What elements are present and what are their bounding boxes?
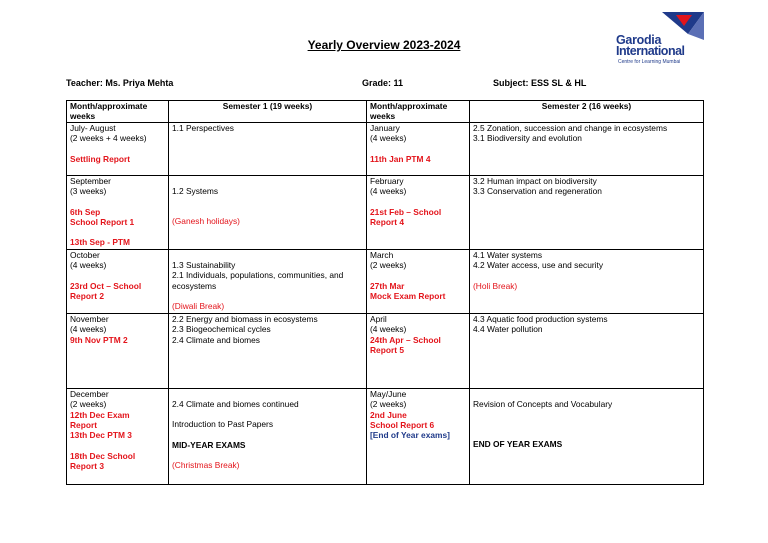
column-header-month-2: Month/approximate weeks <box>367 101 470 123</box>
month-name: July- August <box>70 122 116 133</box>
month-cell <box>367 313 470 388</box>
topic-item: 1.1 Perspectives <box>172 122 234 133</box>
event-note: 11th Jan PTM 4 <box>370 153 431 164</box>
topic-item: Introduction to Past Papers <box>172 419 274 430</box>
column-header-month-1: Month/approximate weeks <box>67 101 169 123</box>
topic-item: 4.4 Water pollution <box>473 324 543 335</box>
table-row <box>67 388 704 484</box>
month-name: November <box>70 313 109 324</box>
topic-item: 2.4 Climate and biomes continued <box>172 398 299 409</box>
event-note: 12th Dec Exam <box>70 409 130 420</box>
month-weeks: (4 weeks) <box>70 260 107 271</box>
topic-cell <box>470 249 704 313</box>
month-name: January <box>370 122 400 133</box>
table-header-row <box>67 101 704 123</box>
yearly-overview-table <box>66 100 704 485</box>
month-weeks: (3 weeks) <box>70 186 107 197</box>
month-weeks: (4 weeks) <box>370 324 407 335</box>
topic-cell <box>470 313 704 388</box>
month-cell <box>367 249 470 313</box>
month-cell <box>67 249 169 313</box>
topic-cell <box>470 122 704 175</box>
table-row <box>67 122 704 175</box>
month-name: March <box>370 249 394 260</box>
page-title: Yearly Overview 2023-2024 <box>307 38 461 52</box>
topic-item: 3.2 Human impact on biodiversity <box>473 175 597 186</box>
holiday-note: (Ganesh holidays) <box>172 216 240 227</box>
month-cell <box>367 122 470 175</box>
column-header-semester-2: Semester 2 (16 weeks) <box>470 101 704 123</box>
event-note: 13th Sep - PTM <box>70 237 131 248</box>
month-name: April <box>370 313 387 324</box>
grade-label: Grade: 11 <box>362 78 404 88</box>
logo-text-line3: Centre for Learning Mumbai <box>618 59 681 65</box>
event-note: Report 2 <box>70 291 104 302</box>
month-weeks: (2 weeks) <box>70 399 107 410</box>
month-weeks: (4 weeks) <box>370 186 407 197</box>
month-weeks: (2 weeks) <box>370 260 407 271</box>
month-name: October <box>70 249 100 260</box>
event-note: Report 4 <box>370 217 404 228</box>
event-note: School Report 6 <box>370 420 435 431</box>
month-cell <box>367 388 470 484</box>
topic-cell <box>169 175 367 249</box>
topic-cell <box>169 313 367 388</box>
holiday-note: (Christmas Break) <box>172 460 240 471</box>
topic-item: 2.4 Climate and biomes <box>172 334 260 345</box>
month-weeks: (2 weeks) <box>370 399 407 410</box>
topic-item: 1.2 Systems <box>172 185 219 196</box>
topic-cell <box>169 388 367 484</box>
topic-item: 1.3 Sustainability <box>172 259 236 270</box>
topic-cell <box>169 122 367 175</box>
topic-item: Revision of Concepts and Vocabulary <box>473 398 613 409</box>
topic-item: 2.2 Energy and biomass in ecosystems <box>172 313 318 324</box>
month-weeks: (2 weeks + 4 weeks) <box>70 133 147 144</box>
event-note: Report 3 <box>70 461 104 472</box>
month-cell <box>67 313 169 388</box>
teacher-label: Teacher: Ms. Priya Mehta <box>66 78 174 88</box>
event-note: Mock Exam Report <box>370 291 446 302</box>
event-note: Report <box>70 420 97 431</box>
subject-label: Subject: ESS SL & HL <box>493 78 587 88</box>
month-name: February <box>370 175 404 186</box>
event-note: 24th Apr – School <box>370 334 441 345</box>
month-cell <box>67 122 169 175</box>
event-note: 27th Mar <box>370 280 405 291</box>
table-row <box>67 313 704 388</box>
month-cell <box>67 175 169 249</box>
school-logo <box>614 12 706 66</box>
event-note: Report 5 <box>370 345 404 356</box>
topic-item: 4.3 Aquatic food production systems <box>473 313 608 324</box>
exam-note: END OF YEAR EXAMS <box>473 439 563 450</box>
month-name: December <box>70 388 109 399</box>
event-note: 6th Sep <box>70 206 101 217</box>
exam-note: [End of Year exams] <box>370 430 450 441</box>
topic-item: 3.1 Biodiversity and evolution <box>473 133 582 144</box>
month-name: May/June <box>370 388 407 399</box>
event-note: School Report 1 <box>70 217 135 228</box>
topic-item: 4.2 Water access, use and security <box>473 260 604 271</box>
topic-item: 4.1 Water systems <box>473 249 543 260</box>
topic-item: 2.1 Individuals, populations, communities, and ecosystems <box>172 270 344 291</box>
event-note: 18th Dec School <box>70 450 136 461</box>
event-note: 21st Feb – School <box>370 206 442 217</box>
exam-note: MID-YEAR EXAMS <box>172 439 246 450</box>
topic-item: 2.5 Zonation, succession and change in ecosystems <box>473 122 668 133</box>
event-note: 2nd June <box>370 409 407 420</box>
event-note: Settling Report <box>70 153 131 164</box>
topic-cell <box>470 175 704 249</box>
month-weeks: (4 weeks) <box>370 133 407 144</box>
table-row <box>67 249 704 313</box>
logo-text-line1: Garodia <box>616 33 662 47</box>
column-header-semester-1: Semester 1 (19 weeks) <box>169 101 367 123</box>
topic-item: 3.3 Conservation and regeneration <box>473 186 602 197</box>
logo-text-line2: International <box>616 44 685 58</box>
event-note: 9th Nov PTM 2 <box>70 334 128 345</box>
holiday-note: (Diwali Break) <box>172 301 225 312</box>
event-note: 23rd Oct – School <box>70 280 142 291</box>
topic-item: 2.3 Biogeochemical cycles <box>172 324 271 335</box>
event-note: 13th Dec PTM 3 <box>70 430 132 441</box>
topic-cell <box>470 388 704 484</box>
topic-cell <box>169 249 367 313</box>
month-weeks: (4 weeks) <box>70 324 107 335</box>
holiday-note: (Holi Break) <box>473 280 518 291</box>
month-cell <box>67 388 169 484</box>
month-name: September <box>70 175 111 186</box>
table-row <box>67 175 704 249</box>
month-cell <box>367 175 470 249</box>
